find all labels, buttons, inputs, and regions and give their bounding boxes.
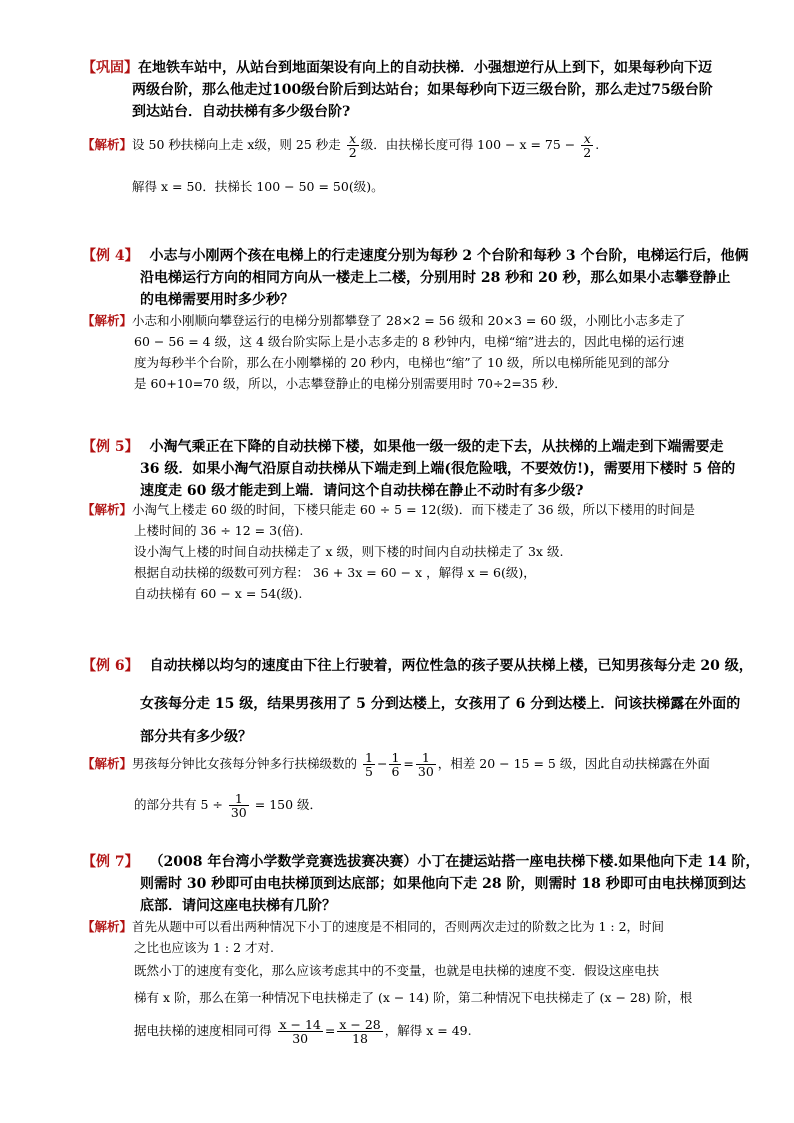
fraction-x-over-2: $\frac{x}{2}$ [348, 131, 357, 161]
example-4-solution-line-1: 小志和小刚顺向攀登运行的电梯分别都攀登了 28×2 = 56 级和 20×3 = 60 级，小刚比小志多走了 [132, 313, 686, 328]
example-6-tag: 【例 6】 [82, 658, 139, 674]
example-4-solution-line-2: 60 − 56 = 4 级，这 4 级台阶实际上是小志多走的 8 秒钟内，电梯“缩”进去的，因此电梯的运行速 [134, 334, 685, 349]
consolidate-solution-tag: 【解析】 [82, 137, 133, 153]
fraction-1-6: $\frac{1}{6}$ [391, 750, 400, 780]
example-7-solution-line-2: 之比也应该为 1 : 2 才对. [134, 940, 274, 955]
example-5-solution-line-2: 上楼时间的 36 ÷ 12 = 3(倍). [134, 523, 304, 538]
example-6-solution-text-1b: ，相差 20 − 15 = 5 级，因此自动扶梯露在外面 [437, 756, 710, 772]
example-4-solution-tag: 【解析】 [82, 313, 133, 328]
example-6-solution-text-2b: = 150 级． [254, 797, 323, 813]
example-7-question-line-1: （2008 年台湾小学数学竞赛选拔赛决赛）小丁在捷运站搭一座电扶梯下楼.如果他向下走 14 阶， [149, 854, 760, 870]
example-4-tag: 【例 4】 [82, 248, 139, 264]
consolidate-solution-line-2: 解得 x = 50．扶梯长 100 − 50 = 50(级)。 [132, 179, 384, 194]
example-7-solution-text-5b: ，解得 x = 49. [384, 1023, 472, 1039]
consolidate-solution-text-1a: 设 50 秒扶梯向上走 x级，则 25 秒走 [132, 137, 341, 153]
fraction-1-5: $\frac{1}{5}$ [365, 750, 373, 780]
example-7-solution-tag: 【解析】 [82, 919, 133, 934]
example-5-solution-line-5: 自动扶梯有 60 − x = 54(级). [134, 586, 303, 601]
example-6-solution-tag: 【解析】 [82, 756, 133, 772]
example-7-solution-line-1: 首先从题中可以看出两种情况下小丁的速度是不相同的，否则两次走过的阶数之比为 1 : 2，时间 [132, 919, 665, 934]
example-6-question-line-2: 女孩每分走 15 级，结果男孩用了 5 分到达楼上，女孩用了 6 分到达楼上．问该扶梯露在外面的 [140, 696, 741, 712]
example-6-question-line-3: 部分共有多少级？ [140, 729, 252, 745]
consolidate-solution-text-1b: 级．由扶梯长度可得 100 − x = 75 − [360, 137, 576, 153]
example-5-solution-line-3: 设小淘气上楼的时间自动扶梯走了 x 级，则下楼的时间内自动扶梯走了 3x 级. [134, 544, 564, 559]
example-7-question-line-2: 则需时 30 秒即可由电扶梯顶到达底部；如果他向下走 28 阶，则需时 18 秒即可由电扶梯顶到达 [140, 876, 746, 892]
example-4-solution-line-4: 是 60+10=70 级，所以，小志攀登静止的电梯分别需要用时 70÷2=35 秒． [134, 376, 567, 391]
example-4-question-line-3: 的电梯需要用时多少秒？ [140, 292, 294, 308]
example-6-solution-text-1a: 男孩每分钟比女孩每分钟多行扶梯级数的 [132, 756, 358, 772]
example-7-solution-text-5a: 据电扶梯的速度相同可得 [134, 1023, 272, 1039]
consolidate-tag: 【巩固】 [82, 60, 138, 76]
example-5-question-line-1: 小淘气乘正在下降的自动扶梯下楼，如果他一级一级的走下去，从扶梯的上端走到下端需要走 [149, 439, 724, 455]
fraction-x-minus-28-over-18: $\frac{x - 28}{18}$ [339, 1017, 381, 1047]
example-4-solution-line-3: 度为每秒半个台阶，那么在小刚攀梯的 20 秒内，电梯也“缩”了 10 级，所以电梯所能见到的部分 [134, 355, 670, 370]
example-5-question-line-2: 36 级．如果小淘气沿原自动扶梯从下端走到上端(很危险哦，不要效仿!)，需要用下楼时 5 倍的 [140, 461, 736, 477]
consolidate-question-line-1: 在地铁车站中，从站台到地面架设有向上的自动扶梯．小强想逆行从上到下，如果每秒向下迈 [138, 60, 712, 76]
example-4-question-line-1: 小志与小刚两个孩在电梯上的行走速度分别为每秒 2 个台阶和每秒 3 个台阶，电梯运行后，他俩 [149, 248, 749, 264]
example-5-tag: 【例 5】 [82, 439, 139, 455]
consolidate-question-line-2: 两级台阶，那么他走过100级台阶后到达站台；如果每秒向下迈三级台阶，那么走过75级台阶 [132, 82, 713, 98]
fraction-x-over-2-b: $\frac{x}{2}$ [583, 131, 592, 161]
example-5-solution-line-1: 小淘气上楼走 60 级的时间，下楼只能走 60 ÷ 5 = 12(级)．而下楼走了 36 级，所以下楼用的时间是 [132, 502, 696, 517]
fraction-1-30: $\frac{1}{30}$ [417, 750, 434, 780]
example-5-solution-line-4: 根据自动扶梯的级数可列方程： 36 + 3x = 60 − x ，解得 x = 6(级)， [134, 565, 536, 580]
consolidate-question-line-3: 到达站台．自动扶梯有多少级台阶? [132, 104, 351, 120]
example-6-question-line-1: 自动扶梯以均匀的速度由下往上行驶着，两位性急的孩子要从扶梯上楼，已知男孩每分走 20 级， [149, 658, 753, 674]
example-6-solution-text-2a: 的部分共有 5 ÷ [134, 797, 223, 813]
example-5-question-line-3: 速度走 60 级才能走到上端．请问这个自动扶梯在静止不动时有多少级? [140, 483, 584, 499]
example-7-solution-line-3: 既然小丁的速度有变化，那么应该考虑其中的不变量，也就是电扶梯的速度不变．假设这座电扶 [134, 963, 660, 978]
fraction-1-30-b: $\frac{1}{30}$ [230, 791, 247, 821]
fraction-x-minus-14-over-30: $\frac{x - 14}{30}$ [279, 1017, 321, 1047]
example-7-question-line-3: 底部．请问这座电扶梯有几阶？ [140, 898, 336, 914]
example-7-solution-line-4: 梯有 x 阶，那么在第一种情况下电扶梯走了 (x − 14) 阶，第二种情况下电扶梯走了 (x − 28) 阶，根 [134, 990, 693, 1005]
example-5-solution-tag: 【解析】 [82, 502, 133, 517]
example-7-tag: 【例 7】 [82, 854, 139, 870]
example-4-question-line-2: 沿电梯运行方向的相同方向从一楼走上二楼，分别用时 28 秒和 20 秒，那么如果小志攀登静止 [140, 270, 731, 286]
